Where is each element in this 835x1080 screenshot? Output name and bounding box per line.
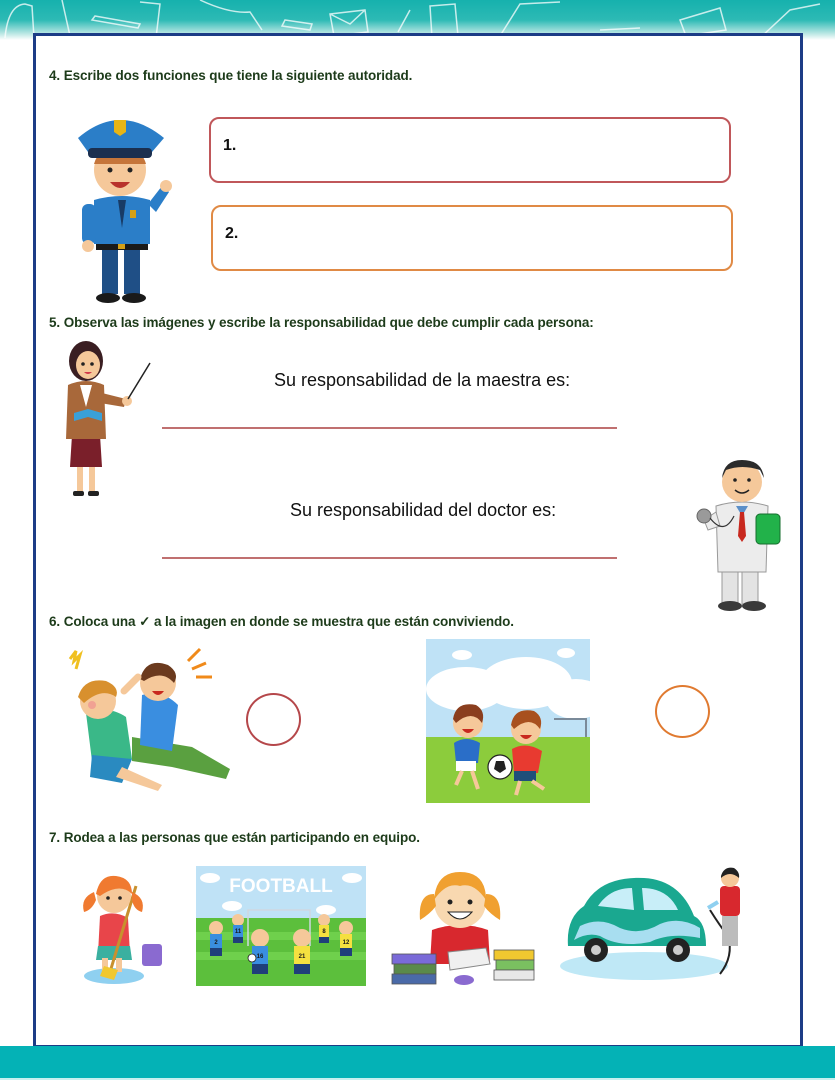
teacher-image: [62, 337, 154, 499]
svg-text:21: 21: [298, 954, 306, 960]
svg-text:FOOTBALL: FOOTBALL: [229, 876, 333, 897]
police-officer-icon: [72, 108, 172, 304]
teacher-icon: [62, 337, 154, 499]
answer-label-2: 2.: [225, 225, 239, 242]
answer-box-1[interactable]: [209, 117, 731, 183]
man-washing-car-image[interactable]: [560, 866, 750, 988]
kids-playing-soccer-image: [426, 639, 590, 803]
question-7-title: 7. Rodea a las personas que están participando en equipo.: [49, 830, 420, 845]
girl-mopping-icon: [74, 866, 174, 988]
man-washing-car-icon: [560, 866, 750, 988]
checkbox-circle-fighting[interactable]: [246, 693, 301, 746]
doctor-answer-line[interactable]: [162, 557, 617, 559]
teacher-answer-line[interactable]: [162, 427, 617, 429]
kids-fighting-icon: [62, 647, 236, 793]
svg-text:12: 12: [342, 940, 350, 946]
answer-label-1: 1.: [223, 137, 237, 154]
question-5-title: 5. Observa las imágenes y escribe la responsabilidad que debe cumplir cada persona:: [49, 315, 594, 330]
doctor-icon: [694, 456, 790, 614]
svg-text:2: 2: [214, 940, 218, 946]
kids-playing-soccer-icon: [426, 639, 590, 803]
checkbox-circle-soccer[interactable]: [655, 685, 710, 738]
football-team-image[interactable]: [196, 866, 366, 986]
kids-fighting-image: [62, 647, 236, 793]
answer-box-2[interactable]: [211, 205, 733, 271]
svg-text:8: 8: [322, 929, 326, 935]
girl-studying-icon: [390, 864, 540, 992]
question-4-title: 4. Escribe dos funciones que tiene la siguiente autoridad.: [49, 68, 413, 83]
footer-band: [0, 1046, 835, 1078]
doctor-prompt: Su responsabilidad del doctor es:: [290, 500, 557, 520]
police-officer-image: [72, 108, 172, 304]
teacher-prompt: Su responsabilidad de la maestra es:: [274, 370, 571, 390]
question-6-title: 6. Coloca una ✓ a la imagen en donde se muestra que están conviviendo.: [49, 614, 514, 629]
girl-mopping-image[interactable]: [74, 866, 174, 988]
svg-text:16: 16: [256, 954, 264, 960]
girl-studying-image[interactable]: [390, 864, 540, 992]
doctor-image: [694, 456, 790, 614]
svg-text:11: 11: [234, 929, 242, 935]
football-team-icon: [196, 866, 366, 986]
